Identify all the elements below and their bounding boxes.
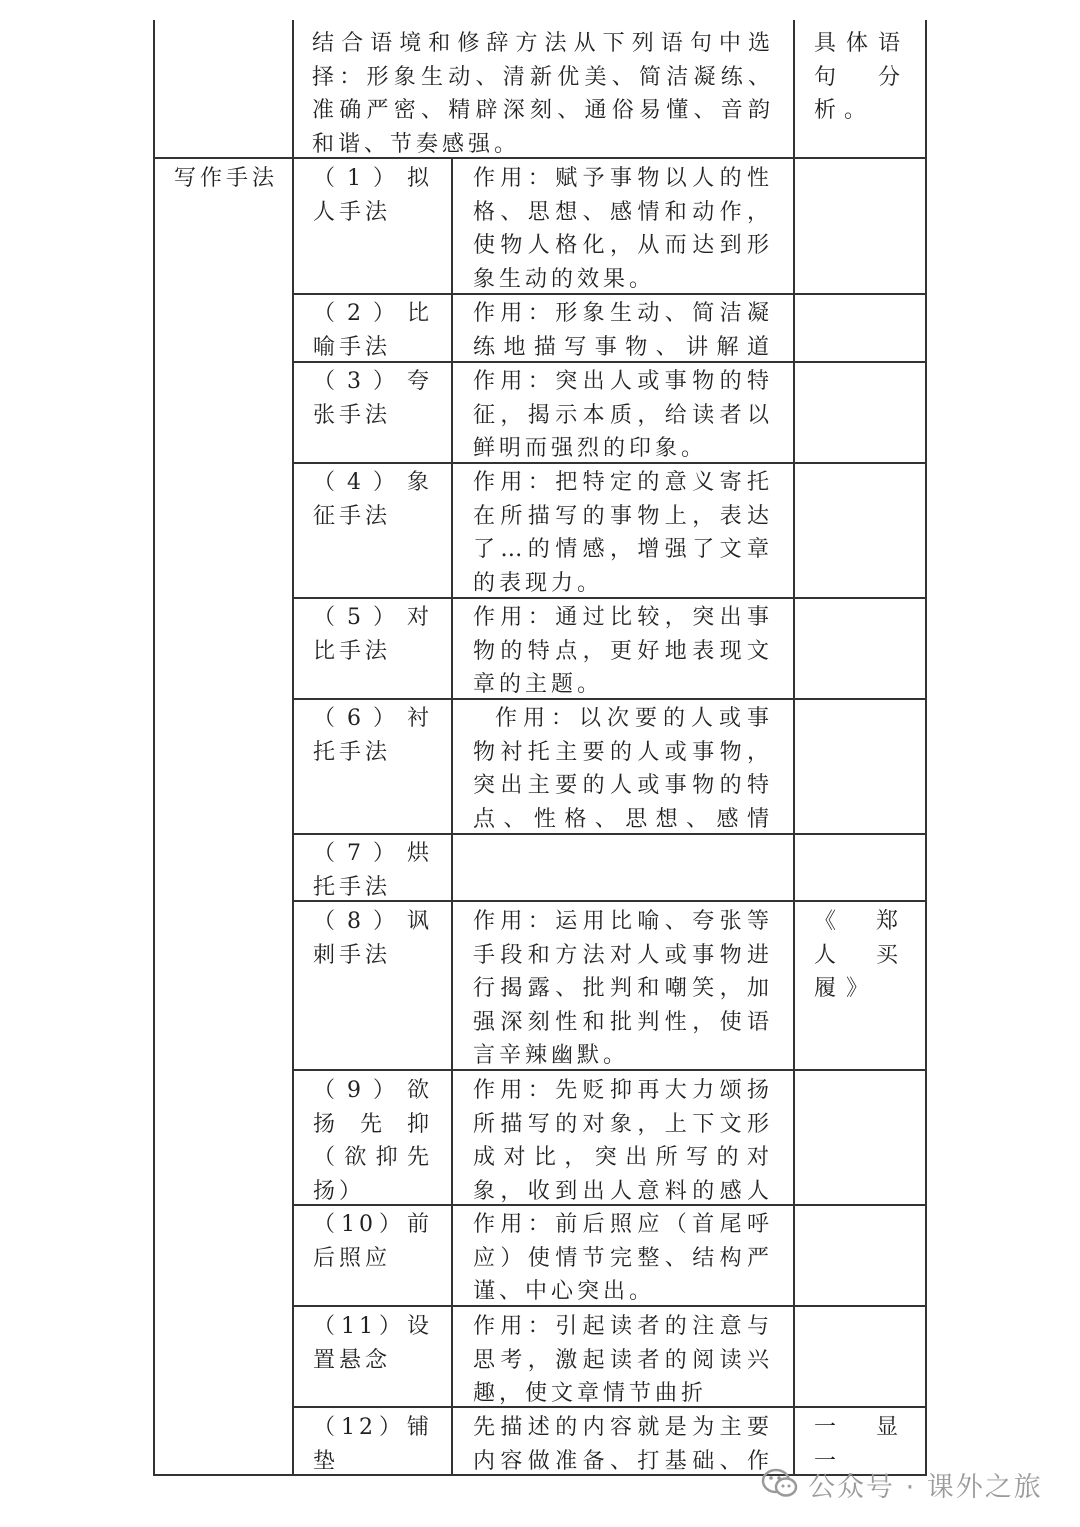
technique-name-cell: （9）欲扬先抑（欲抑先扬） bbox=[313, 1078, 433, 1204]
technique-name-cell: （10）前后照应 bbox=[313, 1212, 433, 1271]
row-divider bbox=[292, 1305, 927, 1307]
row-divider bbox=[292, 597, 927, 599]
table-divider-col3 bbox=[793, 20, 795, 1476]
section-title-cell: 写作手法 bbox=[174, 166, 279, 191]
technique-name-cell: （2）比喻手法 bbox=[313, 301, 433, 360]
technique-example-cell bbox=[814, 365, 908, 461]
row-divider bbox=[292, 361, 927, 363]
row-divider bbox=[292, 462, 927, 464]
technique-effect-cell: 作用：以次要的人或事物衬托主要的人或事物，突出主要的人或事物的特点、性格、思想、感情 bbox=[473, 706, 773, 832]
wechat-icon bbox=[760, 1466, 800, 1502]
technique-effect-cell: 作用：通过比较，突出事物的特点，更好地表现文章的主题。 bbox=[473, 605, 773, 697]
row-divider bbox=[292, 293, 927, 295]
technique-effect-cell: 作用：前后照应（首尾呼应）使情节完整、结构严谨、中心突出。 bbox=[473, 1212, 773, 1304]
technique-name-cell: （11）设置悬念 bbox=[313, 1314, 433, 1373]
row-divider bbox=[292, 1406, 927, 1408]
technique-example-cell bbox=[814, 702, 908, 832]
technique-example-cell bbox=[814, 297, 908, 361]
table-border-left bbox=[153, 20, 155, 1476]
technique-effect-cell: 作用：把特定的意义寄托在所描写的事物上，表达了…的情感，增强了文章的表现力。 bbox=[473, 470, 773, 596]
row-divider bbox=[292, 1204, 927, 1206]
technique-name-cell: （6）衬托手法 bbox=[313, 706, 433, 765]
technique-effect-cell: 作用：引起读者的注意与思考，激起读者的阅读兴趣，使文章情节曲折 bbox=[473, 1314, 773, 1406]
technique-name-cell: （8）讽刺手法 bbox=[313, 909, 433, 968]
technique-name-cell: （4）象征手法 bbox=[313, 470, 433, 529]
technique-example-cell: 《郑人买履》 bbox=[814, 909, 908, 1001]
row-divider bbox=[292, 698, 927, 700]
table-divider-col2 bbox=[451, 157, 453, 1476]
technique-example-cell bbox=[814, 1074, 908, 1204]
technique-name-cell: （5）对比手法 bbox=[313, 605, 433, 664]
technique-effect-cell: 作用：形象生动、简洁凝练地描写事物、讲解道 bbox=[473, 301, 773, 360]
technique-effect-cell bbox=[473, 837, 773, 901]
technique-effect-cell: 作用：先贬抑再大力颂扬所描写的对象，上下文形成对比，突出所写的对象，收到出人意料的感人 bbox=[473, 1078, 773, 1204]
rhetoric-guide-cell: 结合语境和修辞方法从下列语句中选择：形象生动、清新优美、简洁凝练、准确严密、精辟深刻、通俗易懂、音韵和谐、节奏感强。 bbox=[312, 31, 774, 157]
technique-effect-cell: 先描述的内容就是为主要内容做准备、打基础、作 bbox=[473, 1415, 773, 1474]
technique-example-cell bbox=[814, 1208, 908, 1304]
technique-example-cell bbox=[814, 601, 908, 697]
example-cell: 具体语句分析。 bbox=[814, 31, 908, 123]
technique-name-cell: （1）拟人手法 bbox=[313, 166, 433, 225]
watermark-text: 公众号 · 课外之旅 bbox=[808, 1471, 1043, 1503]
technique-name-cell: （7）烘托手法 bbox=[313, 841, 433, 900]
technique-example-cell bbox=[814, 837, 908, 901]
row-divider bbox=[292, 1069, 927, 1071]
technique-example-cell bbox=[814, 162, 908, 292]
table-border-right bbox=[925, 20, 927, 1476]
row-divider bbox=[292, 833, 927, 835]
technique-example-cell bbox=[814, 466, 908, 596]
row-divider bbox=[153, 157, 927, 159]
technique-effect-cell: 作用：赋予事物以人的性格、思想、感情和动作，使物人格化，从而达到形象生动的效果。 bbox=[473, 166, 773, 292]
technique-name-cell: （12）铺垫 bbox=[313, 1415, 433, 1474]
technique-effect-cell: 作用：运用比喻、夸张等手段和方法对人或事物进行揭露、批判和嘲笑，加强深刻性和批判性，使语言辛辣幽默。 bbox=[473, 909, 773, 1068]
technique-name-cell: （3）夸张手法 bbox=[313, 369, 433, 428]
table-divider-col1 bbox=[292, 20, 294, 1476]
watermark bbox=[760, 1462, 1060, 1506]
technique-example-cell: 一显一 bbox=[814, 1415, 908, 1474]
technique-example-cell bbox=[814, 1310, 908, 1406]
technique-effect-cell: 作用：突出人或事物的特征，揭示本质，给读者以鲜明而强烈的印象。 bbox=[473, 369, 773, 461]
